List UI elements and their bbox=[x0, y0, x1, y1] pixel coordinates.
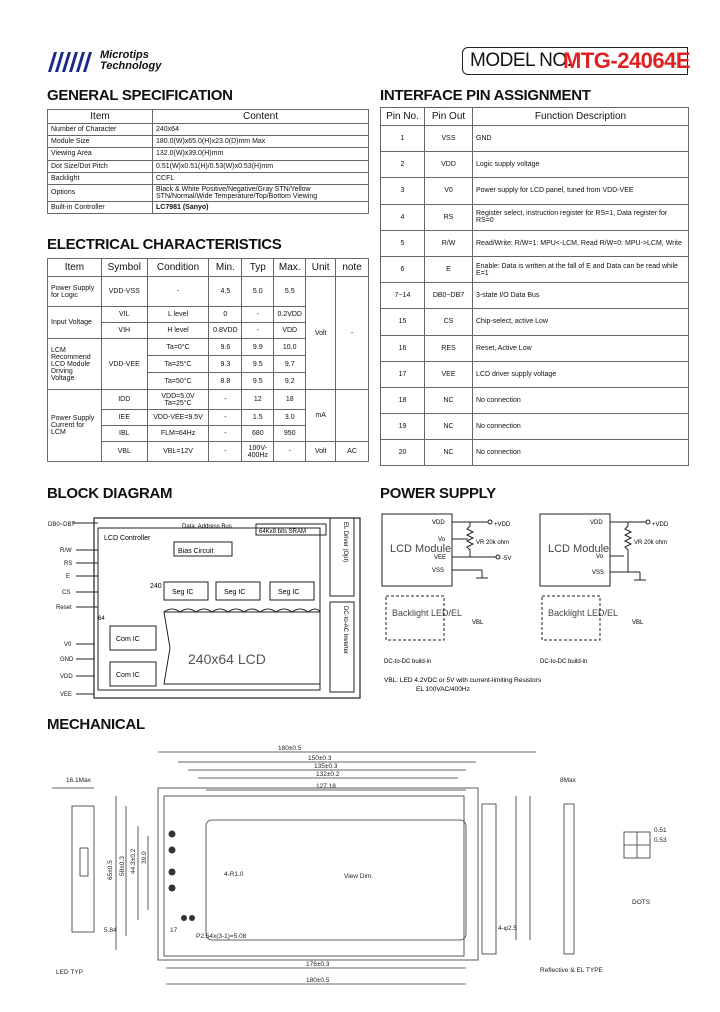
ec-header-note: note bbox=[336, 259, 369, 277]
ps-left-backlight: Backlight LED/EL bbox=[392, 608, 463, 618]
ps-right-module: LCD Module bbox=[548, 543, 610, 555]
table-row: Number of Character 240x64 bbox=[48, 124, 369, 136]
table-row: Module Size 180.0(W)x65.0(H)x23.0(D)mm Max bbox=[48, 136, 369, 148]
dim-8: 58±0.3 bbox=[119, 856, 126, 876]
general-spec-table bbox=[47, 109, 369, 214]
ps-right-pos: +VDD bbox=[652, 522, 669, 528]
sig-db: DB0~DB7 bbox=[48, 522, 75, 528]
block-diagram-title: BLOCK DIAGRAM bbox=[47, 485, 173, 502]
ps-footnote-1: VBL: LED 4.2VDC or 5V with current-limiting Resistors bbox=[384, 677, 542, 684]
dim-11: 4-R1.0 bbox=[224, 871, 244, 878]
table-row: Dot Size/Dot Pitch 0.51(W)x0.51(H)/0.53(W)x0.53(H)mm bbox=[48, 160, 369, 172]
table-row: 4 RS Register select, instruction register for RS=1, Data register for RS=0 bbox=[381, 204, 689, 230]
table-row: Ta=25°C 9.3 9.5 9.7 bbox=[48, 356, 369, 373]
pin-header-func: Function Description bbox=[473, 108, 689, 126]
sig-rw: R/W bbox=[60, 548, 72, 554]
sig-e: E bbox=[66, 574, 71, 580]
lcd-controller-label: LCD Controller bbox=[104, 535, 151, 542]
table-row: 7~14 DB0~DB7 3-state I/O Data Bus bbox=[381, 283, 689, 309]
sig-v0: V0 bbox=[64, 642, 72, 648]
general-spec-title: GENERAL SPECIFICATION bbox=[47, 87, 233, 104]
ps-footnote-2: EL 100VAC/400Hz bbox=[416, 686, 470, 693]
dim-13: 5.84 bbox=[104, 927, 117, 934]
table-row: 15 CS Chip-select, active Low bbox=[381, 309, 689, 335]
dim-17: 180±0.5 bbox=[306, 977, 330, 984]
dim-10: 39.0 bbox=[141, 851, 148, 864]
table-row: Built-in Controller LC7981 (Sanyo) bbox=[48, 201, 369, 213]
electrical-title: ELECTRICAL CHARACTERISTICS bbox=[47, 236, 282, 253]
ec-header-min: Min. bbox=[209, 259, 242, 277]
ps-left-vee: VEE bbox=[434, 555, 447, 561]
dim-21: LED TYP bbox=[56, 969, 83, 976]
com-count: 64 bbox=[98, 616, 105, 622]
block-diagram bbox=[46, 508, 364, 708]
pin-header-no: Pin No. bbox=[381, 108, 425, 126]
logo-stripes bbox=[46, 48, 98, 74]
gs-header-content: Content bbox=[153, 110, 369, 124]
table-row: Power Supply Current for LCM IDD VDD=5.0V Ta=25°C - 12 18 mA bbox=[48, 390, 369, 410]
seg-ic-1: Seg IC bbox=[172, 589, 194, 596]
seg-ic-2: Seg IC bbox=[224, 589, 246, 596]
table-row: Input Voltage VIL L level 0 - 0.2VDD bbox=[48, 307, 369, 323]
table-row: Backlight CCFL bbox=[48, 172, 369, 184]
ps-left-neg: -5V bbox=[502, 556, 512, 562]
table-row: 20 NC No connection bbox=[381, 440, 689, 466]
dim-18: 4-φ2.5 bbox=[498, 925, 518, 932]
seg-count: 240 bbox=[150, 583, 162, 590]
sig-cs: CS bbox=[62, 590, 71, 596]
el-driver-label: EL Driver (Opt) bbox=[342, 522, 348, 563]
lcd-panel-label: 240x64 LCD bbox=[188, 651, 266, 667]
table-row: 19 NC No connection bbox=[381, 414, 689, 440]
company-logo bbox=[100, 50, 161, 72]
dim-4: 127.18 bbox=[316, 783, 336, 790]
company-line2: Technology bbox=[100, 60, 162, 72]
dim-15: P2.54x(3-1)=5.08 bbox=[196, 933, 247, 940]
ps-left-pos: +VDD bbox=[494, 522, 511, 528]
table-row: 17 VEE LCD driver supply voltage bbox=[381, 361, 689, 387]
seg-ic-3: Seg IC bbox=[278, 589, 300, 596]
data-bus-label: Data, Address Bus bbox=[182, 524, 232, 530]
dim-12: View Dim. bbox=[344, 873, 374, 880]
table-row: 16 RES Reset, Active Low bbox=[381, 335, 689, 361]
com-ic-2: Com IC bbox=[116, 672, 140, 679]
ec-header-item: Item bbox=[48, 259, 102, 277]
sig-reset: Reset bbox=[56, 605, 72, 611]
dim-2: 135±0.3 bbox=[314, 763, 338, 770]
ec-header-symbol: Symbol bbox=[101, 259, 147, 277]
interface-title: INTERFACE PIN ASSIGNMENT bbox=[380, 87, 591, 104]
dim-23: DOTS bbox=[632, 899, 651, 906]
dc-inverter-label: DC-to-AC Inverter bbox=[342, 606, 348, 655]
ps-right-v0: Vo bbox=[596, 554, 604, 560]
dim-3: 132±0.2 bbox=[316, 771, 340, 778]
dim-6: 8Max bbox=[560, 777, 576, 784]
dim-5: 16.1Max bbox=[66, 777, 91, 784]
ps-right-vbl: VBL bbox=[632, 620, 644, 626]
table-row: Options Black & White Positive/Negative/Gray STN/Yellow STN/Normal/Wide Temperature/Top/Bottom Viewing bbox=[48, 184, 369, 201]
interface-table bbox=[380, 107, 689, 466]
mechanical-title: MECHANICAL bbox=[47, 716, 145, 733]
ec-header-condition: Condition bbox=[147, 259, 209, 277]
table-row: 1 VSS GND bbox=[381, 126, 689, 152]
pin-header-out: Pin Out bbox=[425, 108, 473, 126]
dim-22: Reflective & EL TYPE bbox=[540, 967, 603, 974]
ec-header-max: Max. bbox=[274, 259, 306, 277]
mechanical-drawing bbox=[46, 740, 686, 990]
table-row: 6 E Enable: Data is written at the fall of E and Data can be read while E=1 bbox=[381, 256, 689, 282]
ps-left-vbl: VBL bbox=[472, 620, 484, 626]
gs-header-item: Item bbox=[48, 110, 153, 124]
table-row: IBL FLM=64Hz - 680 950 bbox=[48, 426, 369, 442]
bias-label: Bias Circuit bbox=[178, 548, 214, 555]
sig-rs: RS bbox=[64, 561, 73, 567]
table-row: Viewing Area 132.0(W)x39.0(H)mm bbox=[48, 148, 369, 160]
dim-14: 17 bbox=[170, 927, 178, 934]
model-value: MTG-24064E bbox=[563, 48, 691, 73]
table-row: LCM Recommend LCD Module Driving Voltage VDD-VEE Ta=0°C 9.6 9.9 10.0 bbox=[48, 339, 369, 356]
ps-right-note: DC-to-DC build-in bbox=[540, 659, 588, 665]
table-row: 18 NC No connection bbox=[381, 387, 689, 413]
power-supply-title: POWER SUPPLY bbox=[380, 485, 496, 502]
table-row: Power Supply for Logic VDD-VSS - 4.5 5.0 5.5 Volt - bbox=[48, 277, 369, 307]
ps-right-backlight: Backlight LED/EL bbox=[548, 608, 619, 618]
sram-label: 64Kx8 bits SRAM bbox=[259, 529, 307, 535]
electrical-table bbox=[47, 258, 369, 462]
ec-header-typ: Typ bbox=[242, 259, 274, 277]
com-ic-1: Com IC bbox=[116, 636, 140, 643]
dim-9: 44.3±0.2 bbox=[130, 848, 137, 874]
ps-left-vr: VR 20k ohm bbox=[476, 540, 510, 546]
ps-right-vss: VSS bbox=[592, 570, 605, 576]
table-row: 2 VDD Logic supply voltage bbox=[381, 152, 689, 178]
dim-16: 176±0.3 bbox=[306, 961, 330, 968]
ps-left-module: LCD Module bbox=[390, 543, 452, 555]
table-row: VIH H level 0.8VDD - VDD bbox=[48, 323, 369, 339]
table-row: VBL VBL=12V - 100V-400Hz - Volt AC bbox=[48, 442, 369, 462]
sig-gnd: GND bbox=[60, 657, 74, 663]
company-line1: Microtips bbox=[100, 49, 149, 61]
ps-right-vdd: VDD bbox=[590, 520, 603, 526]
sig-vee: VEE bbox=[60, 692, 73, 698]
table-row: 5 R/W Read/Write: R/W=1: MPU<-LCM, Read R/W=0: MPU->LCM, Write bbox=[381, 230, 689, 256]
ps-left-vss: VSS bbox=[432, 568, 445, 574]
sig-vdd: VDD bbox=[60, 674, 73, 680]
table-row: 3 V0 Power supply for LCD panel, tuned from VDD-VEE bbox=[381, 178, 689, 204]
dim-20: 0.53 bbox=[654, 837, 667, 844]
ps-right-vr: VR 20k ohm bbox=[634, 540, 668, 546]
ec-header-unit: Unit bbox=[306, 259, 336, 277]
dim-7: 65±0.5 bbox=[107, 860, 114, 880]
model-label: MODEL NO. bbox=[470, 50, 572, 71]
dim-19: 0.51 bbox=[654, 827, 667, 834]
table-row: IEE VDD-VEE=9.5V - 1.5 3.0 bbox=[48, 410, 369, 426]
dim-1: 150±0.3 bbox=[308, 755, 332, 762]
ps-left-vdd: VDD bbox=[432, 520, 445, 526]
table-row: Ta=50°C 8.8 9.5 9.2 bbox=[48, 373, 369, 390]
ps-left-note: DC-to-DC build-in bbox=[384, 659, 432, 665]
power-supply-diagram bbox=[378, 508, 690, 698]
ps-left-v0: Vo bbox=[438, 537, 446, 543]
dim-0: 180±0.5 bbox=[278, 745, 302, 752]
